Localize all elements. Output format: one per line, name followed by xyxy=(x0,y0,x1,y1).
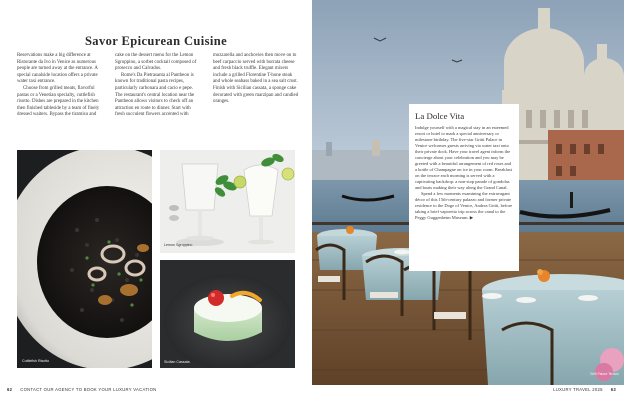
article-title: Savor Epicurean Cuisine xyxy=(84,34,228,48)
cassata-cake-photo xyxy=(160,260,295,368)
cuttlefish-risotto-photo xyxy=(17,150,152,368)
article-paragraph: Rome's Da Pietrasanta al Pantheon is known for traditional pasta recipes, particularly carbonara and cacio e pepe. The restaurant's central location near the Pantheon allows visitors to check off an attraction en route to dinner. Start with fresh succulent flowers accented with xyxy=(115,72,195,118)
article-column-1 xyxy=(17,53,103,119)
article-paragraph: cake on the dessert menu for the Lemon Sgroppino, a sorbet cocktail composed of prosecco and Calvados. xyxy=(115,53,197,72)
article-column-2 xyxy=(115,53,201,119)
footer-tagline: CONTACT OUR AGENCY TO BOOK YOUR LUXURY VACATION xyxy=(20,387,157,392)
article-columns xyxy=(17,53,299,119)
footer-publication: LUXURY TRAVEL 2025 xyxy=(553,387,603,392)
article-paragraph: Reservations make a big difference at Ristorante da Ivo in Venice as numerous people are turned away at the entrance. A special canalside location offers a private water taxi entrance. xyxy=(17,53,98,85)
photo-caption: Lemon Sgroppino xyxy=(164,243,193,247)
sidebar-paragraph xyxy=(415,191,513,221)
article-paragraph: mozzarella and anchovies then move on to beef carpaccio served with burrata cheese and fresh black truffle. Elegant mixers include a grilled Florentine T-bone steak and whole seabass baked in a sea salt crust. Finish with Sicilian cassata, a sponge cake decorated with green marzipan and candied oranges. xyxy=(213,53,299,105)
end-mark-icon: ▶ xyxy=(469,215,474,220)
cuttlefish-risotto-illustration xyxy=(17,150,152,368)
page-number: 63 xyxy=(610,387,616,392)
sidebar-paragraph-text: Spend a few moments examining the extravagant décor of this 15th-century palazzo and former private residence to the Doge of Venice, Andrea Gritti, before taking a brief vaporetto trip across the canal to the Peggy Guggenheim Museum. xyxy=(415,191,513,220)
cassata-illustration xyxy=(160,260,295,368)
page-number: 62 xyxy=(7,387,13,392)
sgroppino-cocktail-photo xyxy=(160,150,295,253)
sidebar-box xyxy=(409,104,519,271)
footer-left xyxy=(7,387,156,392)
article-paragraph: Choose from grilled meats, flavorful pastas or a Venetian specialty, cuttlefish risotto. Dishes are prepared in the kitchen then finished tableside by a team of finely dressed waiters. Bypass the tiramisu and xyxy=(17,85,100,118)
photo-caption: Cuttlefish Risotto xyxy=(22,359,50,363)
sgroppino-illustration xyxy=(160,150,295,253)
sidebar-title: La Dolce Vita xyxy=(415,111,465,121)
photo-caption: Sicilian Cassata xyxy=(164,360,190,364)
sidebar-paragraph: Indulge yourself with a magical stay in an esteemed resort or hotel to mark a special anniversary or milestone birthday. The five-star Gritti Palace in Venice welcomes guests arriving via water taxi onto their private dock. Have your travel agent inform the concierge about your celebration and you may be greeted with a beautiful arrangement of red roses and a bottle of Champagne on ice in your room. Breakfast on the terrace each morning is served with a captivating backdrop: a non-stop parade of gondolas and boats making their way along the Grand Canal. xyxy=(415,125,512,190)
photo-caption: Gritti Palace Terrace xyxy=(590,372,619,376)
footer-right xyxy=(553,387,616,392)
article-column-3 xyxy=(213,53,299,119)
